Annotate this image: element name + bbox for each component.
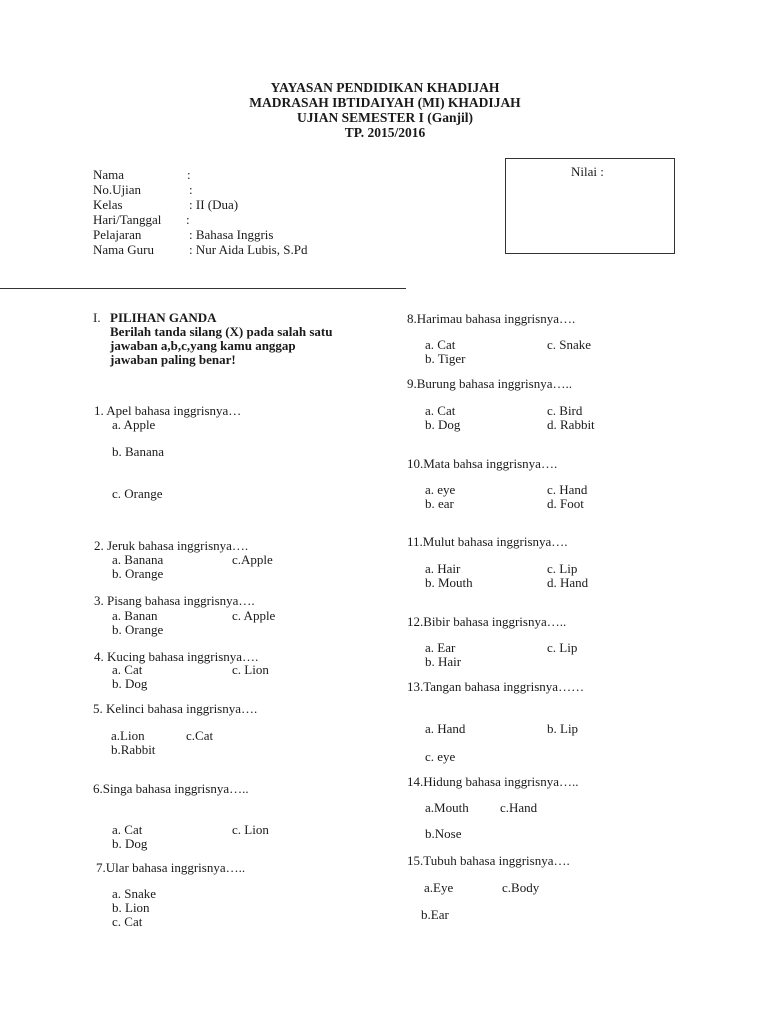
option-c[interactable]: c. Cat (112, 914, 143, 929)
score-label: Nilai : (571, 164, 604, 179)
option-d[interactable]: d. Rabbit (547, 417, 595, 432)
option-c[interactable]: c.Hand (500, 800, 538, 815)
option-c[interactable]: c. Hand (547, 482, 588, 497)
option-b[interactable]: b. ear (425, 496, 454, 511)
school-foundation-title: YAYASAN PENDIDIKAN KHADIJAH (270, 80, 500, 95)
option-c[interactable]: c.Cat (186, 728, 214, 743)
question-text: 2. Jeruk bahasa inggrisnya…. (94, 538, 249, 553)
option-b[interactable]: b. Lion (112, 900, 150, 915)
option-a[interactable]: a.Mouth (425, 800, 469, 815)
section-title: PILIHAN GANDA (110, 310, 217, 325)
option-a[interactable]: a. Cat (425, 337, 456, 352)
question-text: 5. Kelinci bahasa inggrisnya…. (93, 701, 258, 716)
option-c[interactable]: c. Bird (547, 403, 583, 418)
identity-label-nama: Nama (93, 167, 125, 182)
option-b[interactable]: b. Mouth (425, 575, 473, 590)
option-a[interactable]: a. Cat (425, 403, 456, 418)
option-a[interactable]: a. Cat (112, 662, 143, 677)
option-d[interactable]: d. Foot (547, 496, 584, 511)
option-a[interactable]: a. Banana (112, 552, 164, 567)
question-text: 6.Singa bahasa inggrisnya….. (93, 781, 249, 796)
identity-value-no-ujian: : (189, 182, 193, 197)
option-c[interactable]: c. eye (425, 749, 456, 764)
option-c[interactable]: c. Apple (232, 608, 276, 623)
identity-label-no-ujian: No.Ujian (93, 182, 142, 197)
question-text: 11.Mulut bahasa inggrisnya…. (407, 534, 568, 549)
option-a[interactable]: a.Eye (424, 880, 454, 895)
question-text: 8.Harimau bahasa inggrisnya…. (407, 311, 576, 326)
option-b[interactable]: b.Rabbit (111, 742, 156, 757)
option-d[interactable]: d. Hand (547, 575, 589, 590)
option-a[interactable]: a.Lion (111, 728, 145, 743)
identity-label-pelajaran: Pelajaran (93, 227, 142, 242)
identity-label-kelas: Kelas (93, 197, 123, 212)
identity-value-nama: : (187, 167, 191, 182)
option-c[interactable]: c. Lion (232, 822, 269, 837)
identity-label-hari-tanggal: Hari/Tanggal (93, 212, 162, 227)
option-c[interactable]: c.Body (502, 880, 540, 895)
option-a[interactable]: a. eye (425, 482, 456, 497)
option-c[interactable]: c. Snake (547, 337, 592, 352)
option-a[interactable]: a. Ear (425, 640, 456, 655)
question-text: 10.Mata bahsa inggrisnya…. (407, 456, 558, 471)
question-text: 14.Hidung bahasa inggrisnya….. (407, 774, 579, 789)
option-c[interactable]: c.Apple (232, 552, 273, 567)
divider-line (0, 288, 406, 289)
option-b[interactable]: b. Lip (547, 721, 579, 736)
option-b[interactable]: b. Dog (112, 836, 148, 851)
option-c[interactable]: c. Lion (232, 662, 269, 677)
option-a[interactable]: a. Banan (112, 608, 158, 623)
option-b[interactable]: b. Hair (425, 654, 462, 669)
question-text: 15.Tubuh bahasa inggrisnya…. (407, 853, 570, 868)
option-b[interactable]: b. Dog (112, 676, 148, 691)
identity-value-pelajaran: : Bahasa Inggris (189, 227, 274, 242)
question-text: 13.Tangan bahasa inggrisnya…… (407, 679, 585, 694)
option-c[interactable]: c. Orange (112, 486, 163, 501)
question-text: 9.Burung bahasa inggrisnya….. (407, 376, 573, 391)
identity-value-nama-guru: : Nur Aida Lubis, S.Pd (189, 242, 308, 257)
option-a[interactable]: a. Apple (112, 417, 156, 432)
identity-label-nama-guru: Nama Guru (93, 242, 155, 257)
instruction-line-1: Berilah tanda silang (X) pada salah satu (110, 324, 333, 339)
option-b[interactable]: b. Orange (112, 566, 164, 581)
option-b[interactable]: b. Tiger (425, 351, 466, 366)
section-number: I. (93, 310, 101, 325)
option-b[interactable]: b.Ear (421, 907, 449, 922)
question-text: 4. Kucing bahasa inggrisnya…. (94, 649, 259, 664)
instruction-line-2: jawaban a,b,c,yang kamu anggap (110, 338, 296, 353)
option-c[interactable]: c. Lip (547, 561, 578, 576)
question-text: 1. Apel bahasa inggrisnya… (94, 403, 242, 418)
option-a[interactable]: a. Cat (112, 822, 143, 837)
option-b[interactable]: b. Dog (425, 417, 461, 432)
option-b[interactable]: b. Orange (112, 622, 164, 637)
exam-title: UJIAN SEMESTER I (Ganjil) (297, 110, 473, 125)
score-box[interactable] (505, 158, 675, 254)
school-name: MADRASAH IBTIDAIYAH (MI) KHADIJAH (249, 95, 521, 110)
option-a[interactable]: a. Snake (112, 886, 157, 901)
option-c[interactable]: c. Lip (547, 640, 578, 655)
option-b[interactable]: b.Nose (425, 826, 462, 841)
school-year: TP. 2015/2016 (344, 125, 426, 140)
question-text: 7.Ular bahasa inggrisnya….. (96, 860, 246, 875)
instruction-line-3: jawaban paling benar! (110, 352, 236, 367)
identity-value-hari-tanggal: : (186, 212, 190, 227)
question-text: 12.Bibir bahasa inggrisnya….. (407, 614, 567, 629)
option-b[interactable]: b. Banana (112, 444, 164, 459)
identity-value-kelas: : II (Dua) (189, 197, 239, 212)
option-a[interactable]: a. Hair (425, 561, 461, 576)
option-a[interactable]: a. Hand (425, 721, 466, 736)
question-text: 3. Pisang bahasa inggrisnya…. (94, 593, 255, 608)
